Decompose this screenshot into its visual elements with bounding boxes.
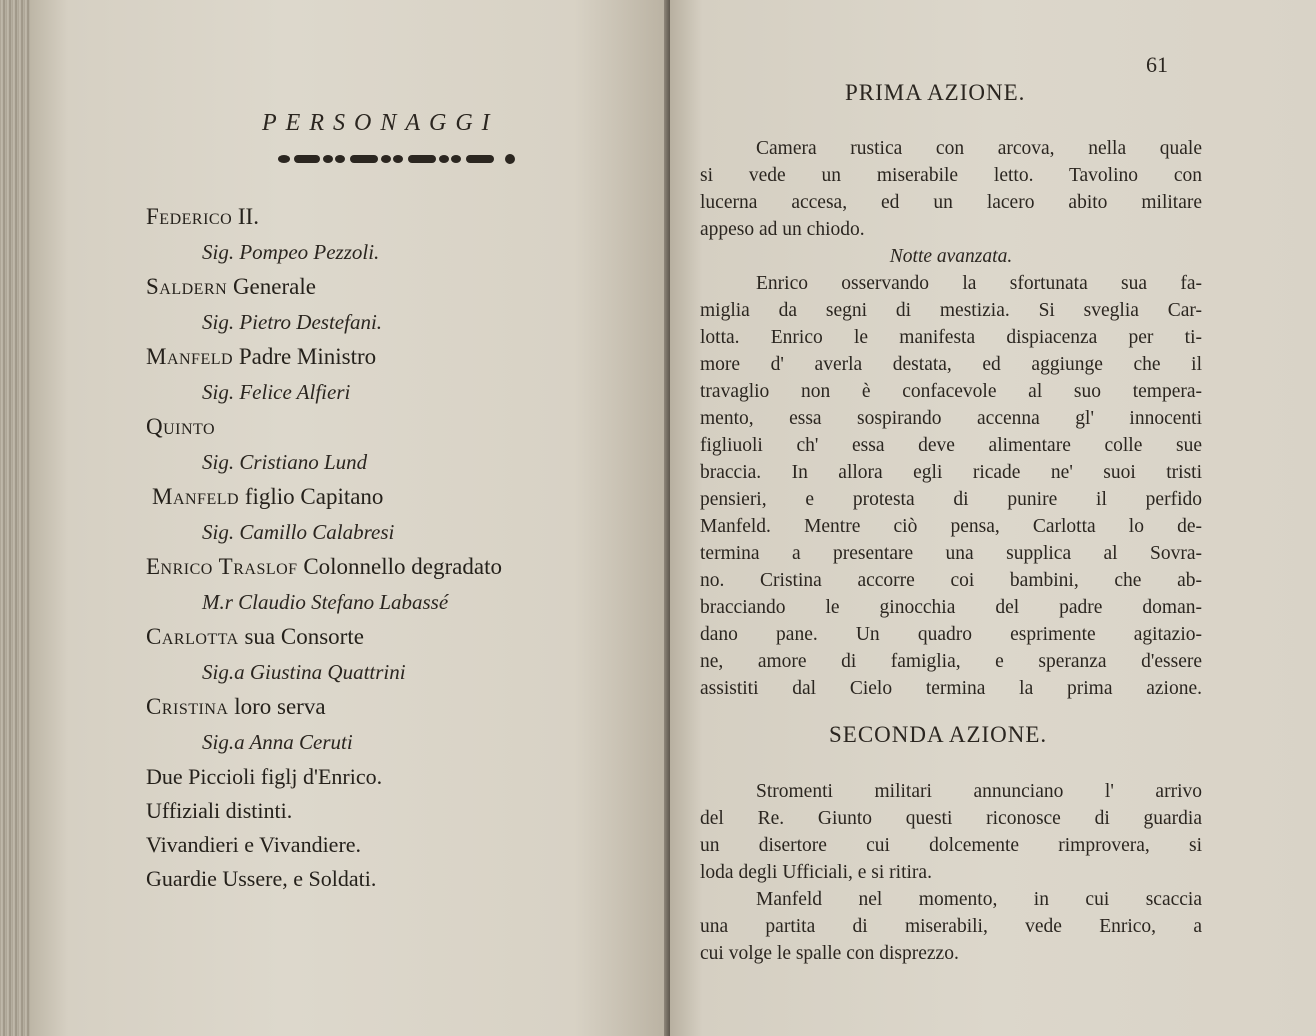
page-edges	[0, 0, 34, 1036]
cast-extra: Due Piccioli figlj d'Enrico.	[146, 764, 383, 789]
cast-actor: Sig. Pompeo Pezzoli.	[202, 240, 380, 264]
act1-title: PRIMA AZIONE.	[845, 80, 1026, 105]
text-line: termina a presentare una supplica al Sovra-	[700, 543, 1202, 564]
page-number: 61	[1146, 52, 1168, 77]
text-line: cui volge le spalle con disprezzo.	[700, 943, 959, 964]
text-line: appeso ad un chiodo.	[700, 219, 865, 240]
text-line: del Re. Giunto questi riconosce di guardia	[700, 808, 1202, 829]
act2-title: SECONDA AZIONE.	[829, 722, 1048, 747]
cast-actor: Sig.a Giustina Quattrini	[202, 660, 406, 684]
text-line: una partita di miserabili, vede Enrico, a	[700, 916, 1202, 937]
text-line: Manfeld. Mentre ciò pensa, Carlotta lo de-	[700, 516, 1202, 537]
cast-role: Quinto	[146, 414, 216, 439]
text-line: Stromenti militari annunciano l' arrivo	[756, 781, 1202, 802]
act1-body	[700, 270, 1202, 702]
text-line: braccia. In allora egli ricade ne' suoi tristi	[700, 462, 1202, 483]
act2-paragraph-2	[700, 886, 1202, 967]
text-line: mento, essa sospirando accenna gl' innocenti	[700, 408, 1202, 429]
text-line: travaglio non è confacevole al suo tempera-	[700, 381, 1202, 402]
cast-role: Manfeld figlio Capitano	[152, 484, 384, 509]
cast-role: Saldern Generale	[146, 274, 316, 299]
text-line: bracciando le ginocchia del padre doman-	[700, 597, 1202, 618]
text-line: no. Cristina accorre coi bambini, che ab-	[700, 570, 1202, 591]
text-line: more d' averla destata, ed aggiunge che il	[700, 354, 1202, 375]
cast-role: Federico II.	[146, 204, 259, 229]
text-line: Enrico osservando la sfortunata sua fa-	[756, 273, 1202, 294]
text-line: miglia da segni di mestizia. Si sveglia Car-	[700, 300, 1202, 321]
text-line: pensieri, e protesta di punire il perfido	[700, 489, 1202, 510]
cast-extra: Vivandieri e Vivandiere.	[146, 832, 362, 857]
text-line: Manfeld nel momento, in cui scaccia	[756, 889, 1202, 910]
cast-actor: Sig. Pietro Destefani.	[202, 310, 383, 334]
text-line: assistiti dal Cielo termina la prima azione.	[700, 678, 1202, 699]
cast-role: Manfeld Padre Ministro	[146, 344, 377, 369]
act2-paragraph-1	[700, 778, 1202, 886]
text-line: ne, amore di famiglia, e speranza d'essere	[700, 651, 1202, 672]
cast-list-title: PERSONAGGI	[262, 110, 499, 136]
cast-role: Cristina loro serva	[146, 694, 326, 719]
cast-actor: Sig. Cristiano Lund	[202, 450, 368, 474]
text-line: un disertore cui dolcemente rimprovera, si	[700, 835, 1202, 856]
cast-extra: Uffiziali distinti.	[146, 798, 293, 823]
time-of-day: Notte avanzata.	[889, 246, 1013, 267]
text-line: lotta. Enrico le manifesta dispiacenza per ti-	[700, 327, 1202, 348]
act1-setting	[700, 135, 1202, 270]
cast-actor: Sig.a Anna Ceruti	[202, 730, 353, 754]
text-line: figliuoli ch' essa deve alimentare colle sue	[700, 435, 1202, 456]
text-line: loda degli Ufficiali, e si ritira.	[700, 862, 932, 883]
cast-actor: Sig. Felice Alfieri	[202, 380, 351, 404]
cast-role: Enrico Traslof Colonnello degradato	[146, 554, 502, 579]
cast-list	[146, 200, 646, 896]
ornament-divider	[276, 150, 520, 168]
text-line: Camera rustica con arcova, nella quale	[756, 138, 1202, 159]
cast-extra: Guardie Ussere, e Soldati.	[146, 866, 377, 891]
cast-actor: M.r Claudio Stefano Labassé	[202, 590, 449, 614]
text-line: dano pane. Un quadro esprimente agitazio-	[700, 624, 1202, 645]
text-line: si vede un miserabile letto. Tavolino con	[700, 165, 1202, 186]
cast-actor: Sig. Camillo Calabresi	[202, 520, 395, 544]
text-line: lucerna accesa, ed un lacero abito militare	[700, 192, 1202, 213]
cast-role: Carlotta sua Consorte	[146, 624, 364, 649]
